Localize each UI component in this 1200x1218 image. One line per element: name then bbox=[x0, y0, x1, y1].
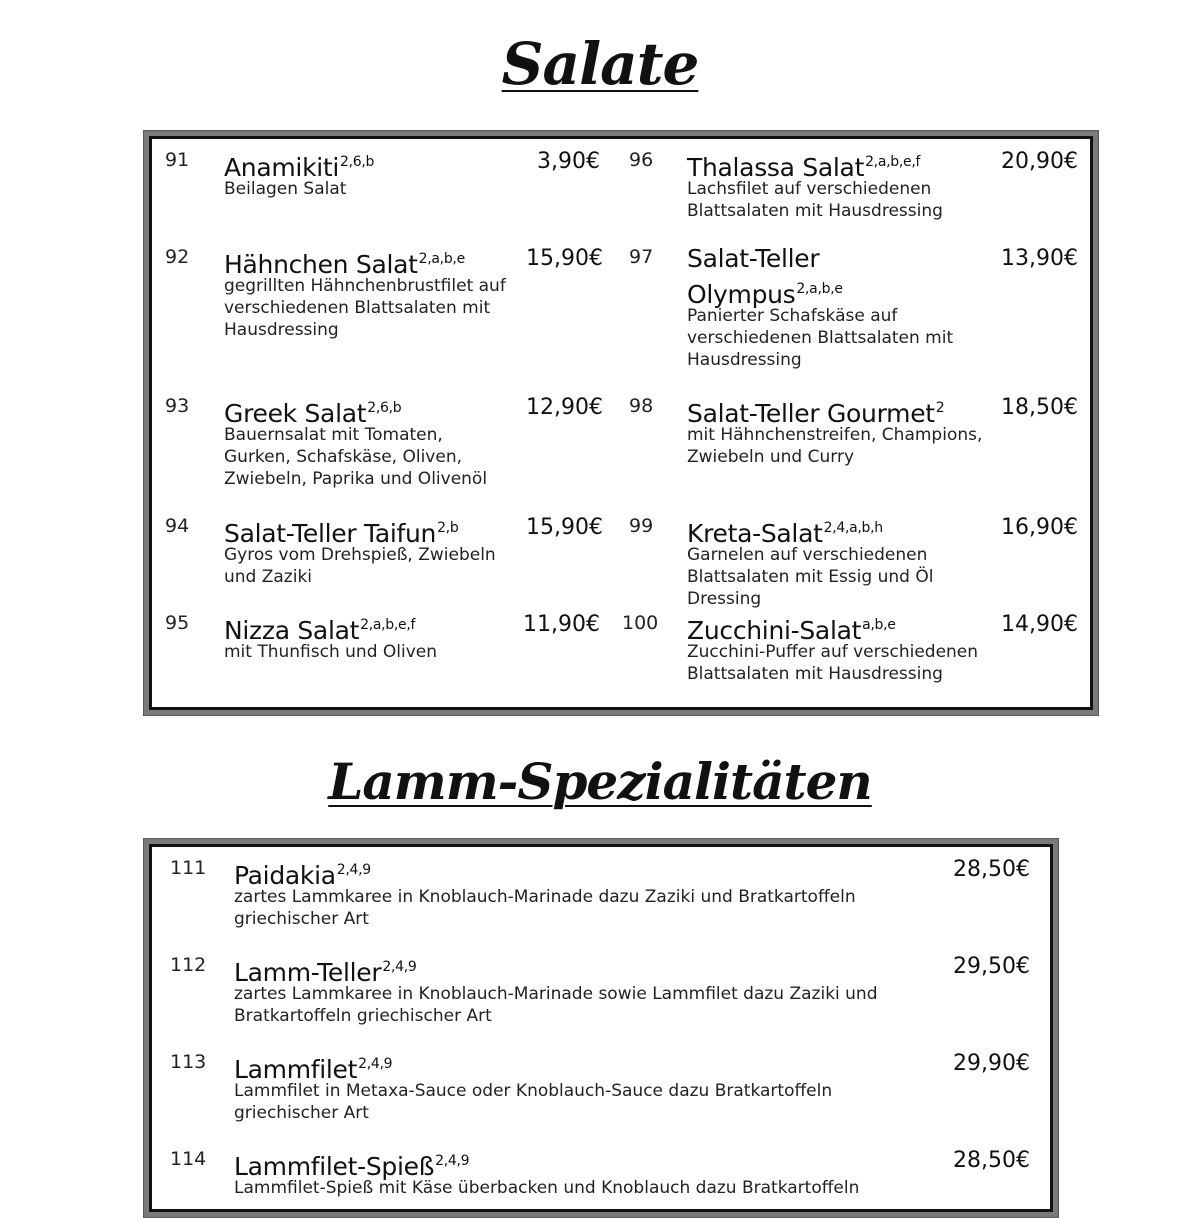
item-name: Thalassa Salat$^{2,a,b,e,f}$ bbox=[687, 153, 921, 182]
item-name: Hähnchen Salat$^{2,a,b,e}$ bbox=[224, 250, 465, 279]
item-price: 3,90€ bbox=[537, 149, 600, 174]
item-number: 98 bbox=[629, 395, 654, 417]
allergen-codes: 2,4,9 bbox=[336, 862, 371, 878]
item-name: Salat-Teller Taifun$^{2,b}$ bbox=[224, 519, 459, 548]
item-number: 96 bbox=[629, 149, 654, 171]
item-number: 93 bbox=[165, 395, 190, 417]
item-price: 28,50€ bbox=[953, 1148, 1030, 1173]
allergen-codes: 2 bbox=[935, 400, 945, 416]
allergen-codes: 2,4,9 bbox=[382, 959, 417, 975]
item-number: 97 bbox=[629, 246, 654, 268]
item-description: Lachsfilet auf verschiedenen Blattsalaten mit Hausdressing bbox=[687, 179, 943, 221]
allergen-codes: 2,a,b,e,f bbox=[360, 617, 416, 633]
salate-menu-panel bbox=[149, 136, 1093, 710]
allergen-codes: 2,4,a,b,h bbox=[823, 520, 883, 536]
item-name: Greek Salat$^{2,6,b}$ bbox=[224, 399, 402, 428]
section-title-salate: Salate bbox=[501, 30, 699, 98]
item-description: zartes Lammkaree in Knoblauch-Marinade dazu Zaziki und Bratkartoffeln griechischer Art bbox=[234, 887, 856, 929]
item-name: Salat-Teller Olympus$^{2,a,b,e}$ bbox=[687, 244, 843, 309]
item-price: 12,90€ bbox=[526, 395, 603, 420]
item-description: Panierter Schafskäse auf verschiedenen Blattsalaten mit Hausdressing bbox=[687, 306, 954, 370]
item-price: 18,50€ bbox=[1001, 395, 1078, 420]
item-price: 16,90€ bbox=[1001, 515, 1078, 540]
allergen-codes: 2,6,b bbox=[340, 154, 375, 170]
item-description: Zucchini-Puffer auf verschiedenen Blattsalaten mit Hausdressing bbox=[687, 642, 979, 684]
item-name: Anamikiti$^{2,6,b}$ bbox=[224, 153, 375, 182]
item-description: zartes Lammkaree in Knoblauch-Marinade sowie Lammfilet dazu Zaziki und Bratkartoffeln griechischer Art bbox=[234, 984, 878, 1026]
item-price: 13,90€ bbox=[1001, 246, 1078, 271]
item-description: gegrillten Hähnchenbrustfilet auf verschiedenen Blattsalaten mit Hausdressing bbox=[224, 276, 506, 340]
item-number: 100 bbox=[622, 612, 659, 634]
item-name: Paidakia$^{2,4,9}$ bbox=[234, 861, 371, 890]
allergen-codes: 2,4,9 bbox=[358, 1056, 393, 1072]
item-name: Lamm-Teller$^{2,4,9}$ bbox=[234, 958, 417, 987]
item-number: 114 bbox=[170, 1148, 207, 1170]
item-name: Zucchini-Salat$^{a,b,e}$ bbox=[687, 616, 896, 645]
item-number: 94 bbox=[165, 515, 190, 537]
item-price: 15,90€ bbox=[526, 246, 603, 271]
item-price: 28,50€ bbox=[953, 857, 1030, 882]
allergen-codes: a,b,e bbox=[862, 617, 896, 633]
allergen-codes: 2,4,9 bbox=[435, 1153, 470, 1169]
item-description: mit Hähnchenstreifen, Champions, Zwiebeln und Curry bbox=[687, 425, 983, 467]
allergen-codes: 2,6,b bbox=[367, 400, 402, 416]
item-name: Salat-Teller Gourmet$^2$ bbox=[687, 399, 945, 428]
salate-menu-frame bbox=[143, 130, 1099, 716]
allergen-codes: 2,a,b,e bbox=[796, 281, 843, 297]
item-number: 95 bbox=[165, 612, 190, 634]
allergen-codes: 2,a,b,e,f bbox=[865, 154, 921, 170]
item-price: 20,90€ bbox=[1001, 149, 1078, 174]
item-price: 29,50€ bbox=[953, 954, 1030, 979]
section-title-lamm: Lamm-Spezialitäten bbox=[328, 752, 872, 811]
item-number: 91 bbox=[165, 149, 190, 171]
item-name: Lammfilet$^{2,4,9}$ bbox=[234, 1055, 393, 1084]
item-number: 113 bbox=[170, 1051, 207, 1073]
item-description: mit Thunfisch und Oliven bbox=[224, 642, 438, 662]
item-price: 15,90€ bbox=[526, 515, 603, 540]
allergen-codes: 2,a,b,e bbox=[418, 251, 465, 267]
item-price: 11,90€ bbox=[523, 612, 600, 637]
item-name: Lammfilet-Spieß$^{2,4,9}$ bbox=[234, 1152, 470, 1181]
item-number: 92 bbox=[165, 246, 190, 268]
item-description: Bauernsalat mit Tomaten, Gurken, Schafskäse, Oliven, Zwiebeln, Paprika und Olivenöl bbox=[224, 425, 488, 489]
item-name: Kreta-Salat$^{2,4,a,b,h}$ bbox=[687, 519, 883, 548]
item-number: 111 bbox=[170, 857, 207, 879]
item-description: Gyros vom Drehspieß, Zwiebeln und Zaziki bbox=[224, 545, 496, 587]
item-number: 99 bbox=[629, 515, 654, 537]
allergen-codes: 2,b bbox=[437, 520, 459, 536]
lamm-menu-panel bbox=[149, 844, 1053, 1212]
item-number: 112 bbox=[170, 954, 207, 976]
item-name: Nizza Salat$^{2,a,b,e,f}$ bbox=[224, 616, 416, 645]
item-description: Lammfilet-Spieß mit Käse überbacken und Knoblauch dazu Bratkartoffeln bbox=[234, 1178, 860, 1198]
item-description: Garnelen auf verschiedenen Blattsalaten mit Essig und Öl Dressing bbox=[687, 545, 934, 609]
item-price: 14,90€ bbox=[1001, 612, 1078, 637]
item-price: 29,90€ bbox=[953, 1051, 1030, 1076]
lamm-menu-frame bbox=[143, 838, 1059, 1218]
item-description: Beilagen Salat bbox=[224, 179, 347, 199]
item-description: Lammfilet in Metaxa-Sauce oder Knoblauch-Sauce dazu Bratkartoffeln griechischer Art bbox=[234, 1081, 833, 1123]
